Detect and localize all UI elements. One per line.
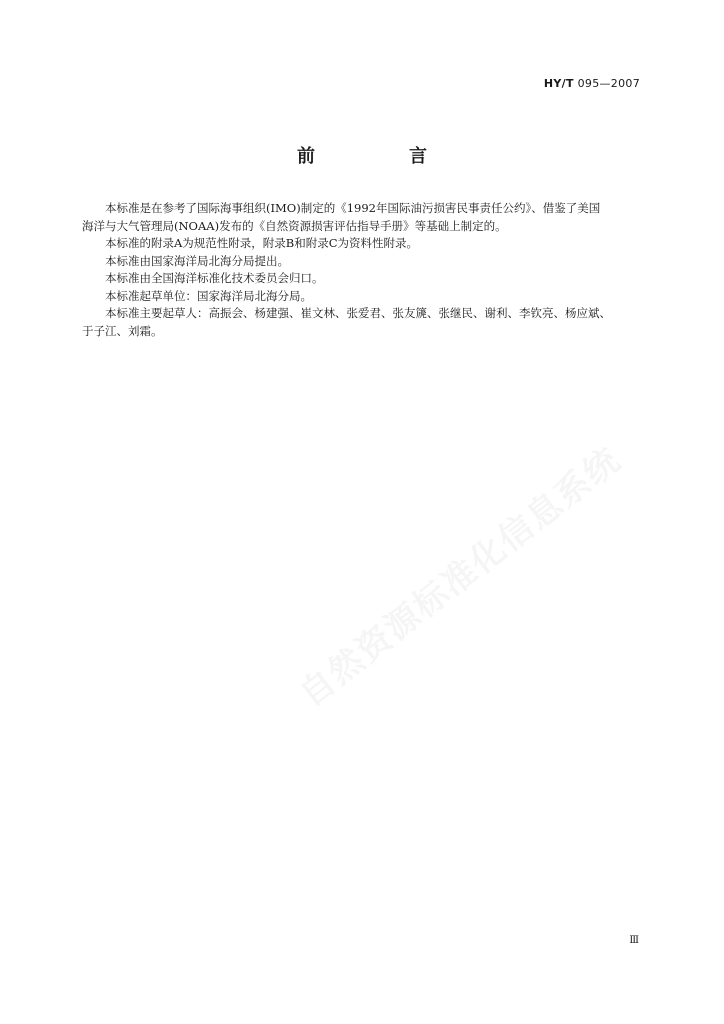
foreword-body <box>82 200 642 340</box>
paragraph-1-line-2: 海洋与大气管理局(NOAA)发布的《自然资源损害评估指导手册》等基础上制定的。 <box>82 218 507 233</box>
standard-code <box>544 77 640 90</box>
paragraph-2: 本标准的附录A为规范性附录，附录B和附录C为资料性附录。 <box>105 236 419 250</box>
paragraph-4: 本标准由全国海洋标准化技术委员会归口。 <box>105 271 324 285</box>
paragraph-6-line-1: 本标准主要起草人：高振会、杨建强、崔文林、张爱君、张友篪、张继民、谢利、李钦亮、杨应斌、 <box>105 306 611 320</box>
page-number: Ⅲ <box>629 935 639 946</box>
paragraph-6-line-2: 于子江、刘霜。 <box>82 323 163 338</box>
paragraph-5: 本标准起草单位：国家海洋局北海分局。 <box>105 288 312 303</box>
standard-number: 095—2007 <box>577 77 640 90</box>
page-title: 前 言 <box>297 146 465 167</box>
watermark: 自然资源标准化信息系统 <box>292 439 629 715</box>
standard-prefix: HY/T <box>543 77 574 90</box>
paragraph-3: 本标准由国家海洋局北海分局提出。 <box>105 253 289 268</box>
paragraph-1-line-1: 本标准是在参考了国际海事组织(IMO)制定的《1992年国际油污损害民事责任公约》、借鉴了美国 <box>105 201 601 215</box>
